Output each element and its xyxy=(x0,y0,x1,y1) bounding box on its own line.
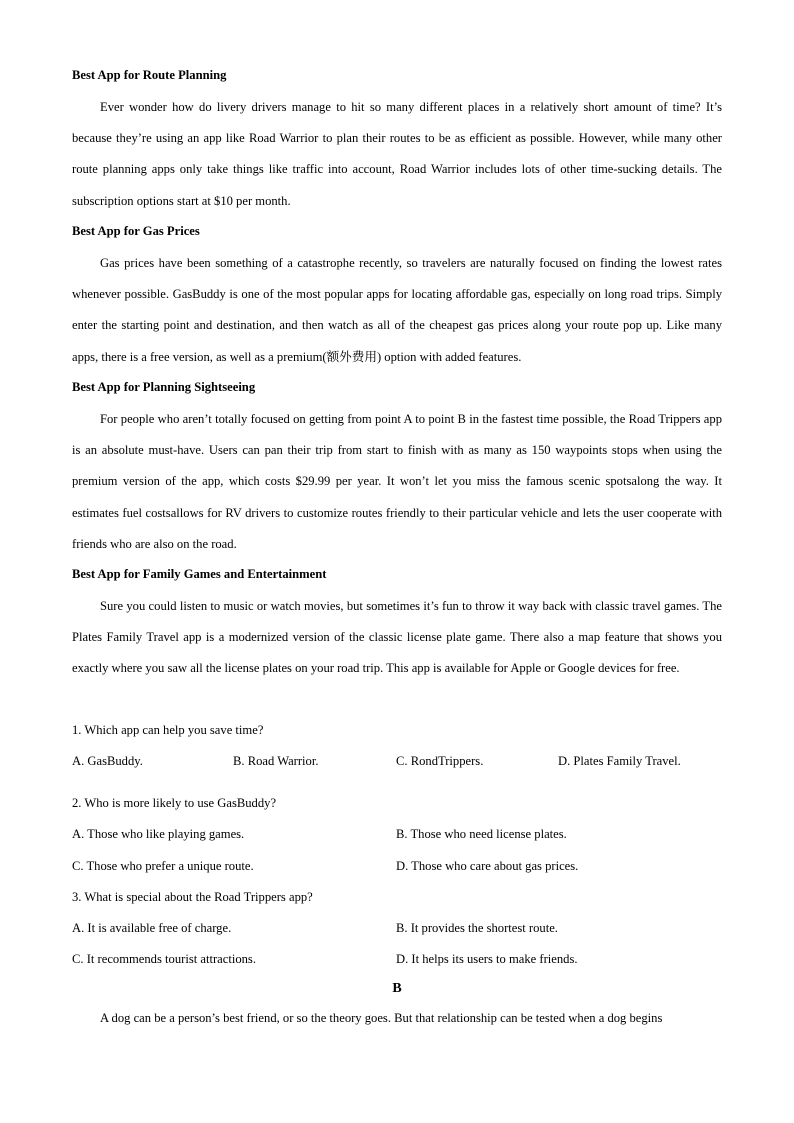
question-3-option-a: A. It is available free of charge. xyxy=(72,921,232,935)
section-heading-sightseeing: Best App for Planning Sightseeing xyxy=(72,380,256,394)
question-1-option-a: A. GasBuddy. xyxy=(72,754,143,768)
question-3-option-d: D. It helps its users to make friends. xyxy=(396,952,578,966)
question-2-option-b: B. Those who need license plates. xyxy=(396,827,567,841)
paragraph-sightseeing: For people who aren’t totally focused on getting from point A to point B in the fastest time possible, the Road Trippers app is an absolute must-have. Users can pan their trip from start to finish with as many as 150 waypoints stops when using the premium version of the app, which costs $29.99 per year. It won’t let you miss the famous scenic spotsalong the way. It estimates fuel costsallows for RV drivers to customize routes friendly to their particular vehicle and lets the user cooperate with friends who are also on the road. xyxy=(72,412,722,551)
section-heading-family-games: Best App for Family Games and Entertainment xyxy=(72,567,327,581)
question-2-option-c: C. Those who prefer a unique route. xyxy=(72,859,254,873)
question-1-stem: 1. Which app can help you save time? xyxy=(72,723,264,737)
paragraph-section-b: A dog can be a person’s best friend, or so the theory goes. But that relationship can be tested when a dog begins xyxy=(100,1011,663,1025)
paragraph-gas-prices: Gas prices have been something of a catastrophe recently, so travelers are naturally focused on finding the lowest rates whenever possible. GasBuddy is one of the most popular apps for locating affordable gas, especially on long road trips. Simply enter the starting point and destination, and then watch as all of the cheapest gas prices along your route pop up. Like many apps, there is a free version, as well as a premium(额外费用) option with added features. xyxy=(72,256,722,364)
section-heading-gas-prices: Best App for Gas Prices xyxy=(72,224,200,238)
question-1-option-d: D. Plates Family Travel. xyxy=(558,754,681,768)
section-b-label: B xyxy=(392,981,402,996)
question-2-option-d: D. Those who care about gas prices. xyxy=(396,859,579,873)
question-3-option-b: B. It provides the shortest route. xyxy=(396,921,558,935)
paragraph-route-planning: Ever wonder how do livery drivers manage to hit so many different places in a relatively short amount of time? It’s because they’re using an app like Road Warrior to plan their routes to be as efficient as possible. However, while many other route planning apps only take things like traffic into account, Road Warrior includes lots of other time-sucking details. The subscription options start at $10 per month. xyxy=(72,100,722,208)
question-2-stem: 2. Who is more likely to use GasBuddy? xyxy=(72,796,277,810)
question-3-option-c: C. It recommends tourist attractions. xyxy=(72,952,256,966)
question-3-stem: 3. What is special about the Road Trippers app? xyxy=(72,890,313,904)
question-1-option-c: C. RondTrippers. xyxy=(396,754,484,768)
paragraph-family-games: Sure you could listen to music or watch movies, but sometimes it’s fun to throw it way back with classic travel games. The Plates Family Travel app is a modernized version of the classic license plate game. There also a map feature that shows you exactly where you saw all the license plates on your road trip. This app is available for Apple or Google devices for free. xyxy=(72,599,722,676)
question-1-option-b: B. Road Warrior. xyxy=(233,754,319,768)
question-2-option-a: A. Those who like playing games. xyxy=(72,827,245,841)
section-heading-route-planning: Best App for Route Planning xyxy=(72,68,227,82)
